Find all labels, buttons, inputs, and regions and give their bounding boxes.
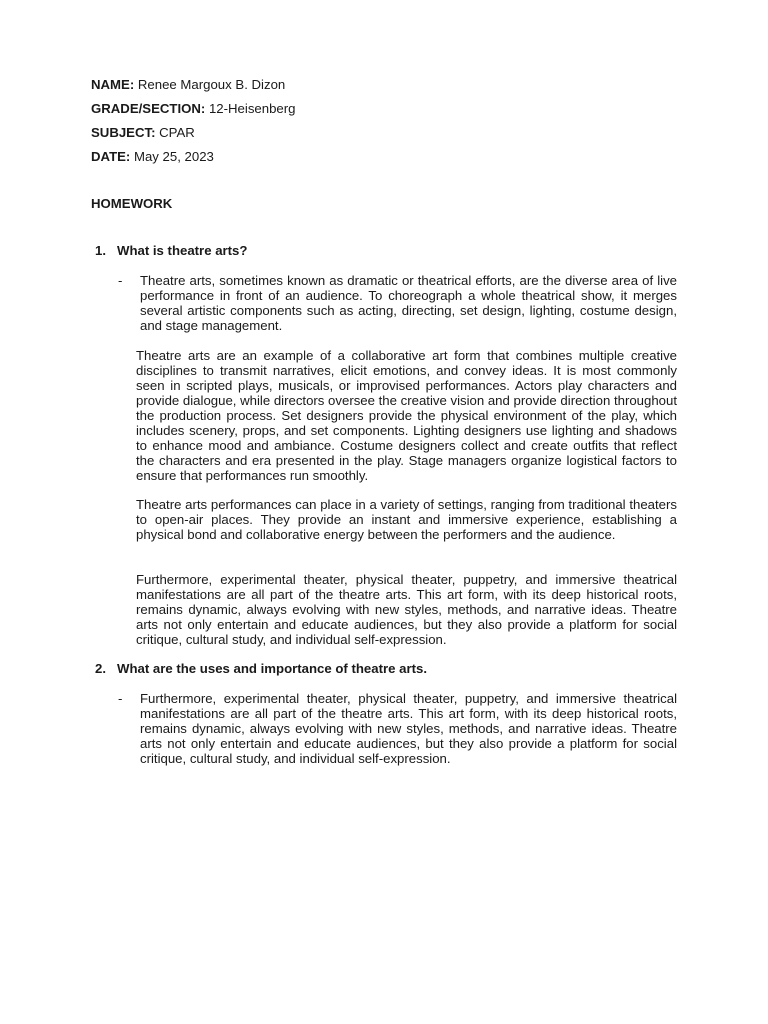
question-1: [95, 243, 695, 258]
name-label: NAME:: [91, 77, 135, 92]
question-1-text: What is theatre arts?: [117, 243, 248, 258]
question-1-number: 1.: [95, 243, 106, 258]
grade-section-line: [91, 101, 295, 116]
question-2-text: What are the uses and importance of theatre arts.: [117, 661, 427, 676]
answer-1-bullet: -: [118, 273, 123, 288]
subject-label: SUBJECT:: [91, 125, 156, 140]
answer-2-bullet: -: [118, 691, 123, 706]
subject-line: [91, 125, 195, 140]
answer-1-paragraph-3: Furthermore, experimental theater, physical theater, puppetry, and immersive theatrical manifestations are all part of the theatre arts. This art form, with its deep historical roots, remains dynamic, always evolving with new styles, methods, and narrative ideas. Theatre arts not only entertain and educate audiences, but they also provide a platform for social critique, cultural study, and individual self-expression.: [136, 572, 677, 647]
date-line: [91, 149, 214, 164]
question-2: [95, 661, 695, 676]
name-value: Renee Margoux B. Dizon: [137, 77, 286, 92]
answer-2-text: Furthermore, experimental theater, physical theater, puppetry, and immersive theatrical manifestations are all part of the theatre arts. This art form, with its deep historical roots, remains dynamic, always evolving with new styles, methods, and narrative ideas. Theatre arts not only entertain and educate audiences, but they also provide a platform for social critique, cultural study, and individual self-expression.: [140, 691, 677, 766]
document-title: HOMEWORK: [91, 196, 173, 211]
grade-section-value: 12-Heisenberg: [208, 101, 296, 116]
answer-1-paragraph-2: Theatre arts performances can place in a variety of settings, ranging from traditional theaters to open-air places. They provide an instant and immersive experience, establishing a physical bond and collaborative energy between the performers and the audience.: [136, 497, 677, 542]
date-value: May 25, 2023: [133, 149, 214, 164]
name-line: [91, 77, 285, 92]
answer-1-text: Theatre arts, sometimes known as dramatic or theatrical efforts, are the diverse area of live performance in front of an audience. To choreograph a whole theatrical show, it merges several artistic components such as acting, directing, set design, lighting, costume design, and stage management.: [140, 273, 677, 333]
grade-section-label: GRADE/SECTION:: [91, 101, 206, 116]
date-label: DATE:: [91, 149, 131, 164]
answer-1-paragraph-1: Theatre arts are an example of a collaborative art form that combines multiple creative disciplines to transmit narratives, elicit emotions, and convey ideas. It is most commonly seen in scripted plays, musicals, or improvised performances. Actors play characters and provide dialogue, while directors oversee the creative vision and provide direction throughout the production process. Set designers provide the physical environment of the play, which includes scenery, props, and set components. Lighting designers use lighting and shadows to enhance mood and ambiance. Costume designers collect and create outfits that reflect the characters and era presented in the play. Stage managers organize logistical factors to ensure that performances run smoothly.: [136, 348, 678, 483]
subject-value: CPAR: [159, 125, 195, 140]
question-2-number: 2.: [95, 661, 106, 676]
